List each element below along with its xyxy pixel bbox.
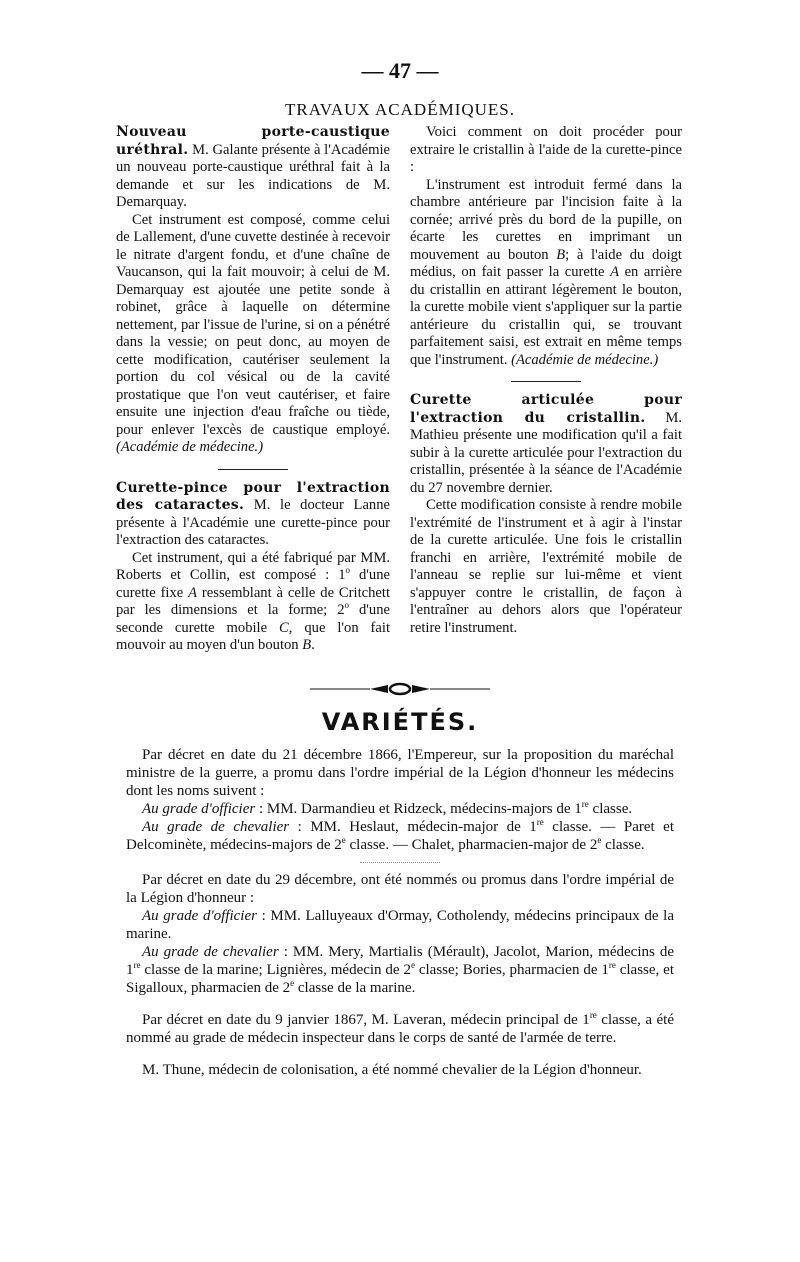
article-title: Nouveau porte-caustique uréthral. [116,124,390,158]
decree-paragraph: Au grade de chevalier : MM. Heslaut, médecin-major de 1re classe. — Paret et Delcominète, médecins-majors de 2e classe. — Chalet, pharmacien-major de 2e classe. [126,817,675,853]
ornament-divider-icon [310,682,490,696]
article-text: M. Mathieu présente une modification qu'il a fait subir à la curette articulée pour l'extraction du cristallin, présentée à la séance de l'Académie du 27 novembre dernier. [410,409,682,496]
varietes-section [126,746,674,1079]
divider [511,381,581,382]
decree-paragraph: Par décret en date du 29 décembre, ont été nommés ou promus dans l'ordre impérial de la Légion d'honneur : [126,872,674,906]
decree-paragraph: M. Thune, médecin de colonisation, a été nommé chevalier de la Légion d'honneur. [142,1062,642,1078]
section-title-varietes: VARIÉTÉS. [321,708,479,736]
decree-paragraph: Par décret en date du 21 décembre 1866, l'Empereur, sur la proposition du maréchal ministre de la guerre, a promu dans l'ordre impérial de la Légion d'honneur les médecins dont les noms suivent : [126,747,674,799]
article-curette-pince [116,480,390,550]
article-paragraph: Voici comment on doit procéder pour extraire le cristallin à l'aide de la curette-pince : [410,124,682,175]
source-citation: (Académie de médecine.) [511,351,659,368]
decree-paragraph: Au grade d'officier : MM. Darmandieu et Ridzeck, médecins-majors de 1re classe. [142,799,633,817]
decree-paragraph: Au grade d'officier : MM. Lalluyeaux d'Ormay, Cotholendy, médecins principaux de la marine. [126,908,674,942]
left-column [116,124,390,655]
divider [218,469,288,470]
article-paragraph: Cette modification consiste à rendre mobile l'extrémité de l'instrument et à agir à l'instar de la curette articulée. Une fois le cristallin franchi en arrière, l'extrémité mobile de l'anneau se replie sur lui-même et vient s'appuyer contre le cristallin, de façon à l'entraîner au dehors alors que l'opérateur retire l'instrument. [410,497,682,636]
divider [360,862,440,863]
decree-paragraph: Par décret en date du 9 janvier 1867, M. Laveran, médecin principal de 1re classe, a été nommé au grade de médecin inspecteur dans le corps de santé de l'armée de terre. [126,1010,674,1046]
article-title: Curette-pince pour l'extraction des cataractes. [116,479,390,513]
article-curette-articulee [410,392,682,497]
page-number: — 47 — [361,58,439,83]
article-paragraph: Cet instrument, qui a été fabriqué par MM. Roberts et Collin, est composé : 1$^o$ d'une curette fixe A ressemblant à celle de Critchett par les dimensions et la forme; 2$^o$ d'une seconde curette mobile C, que l'on fait mouvoir au moyen d'un bouton B. [116,549,390,653]
article-paragraph: L'instrument est introduit fermé dans la chambre antérieure par l'incision faite à la cornée; arrivé près du bord de la pupille, on écarte les curettes en imprimant un mouvement au bouton B; à l'aide du doigt médius, on fait passer la curette A en arrière du cristallin en attirant légèrement le bouton, la curette mobile vient s'appliquer sur la partie antérieure du cristallin qui, se trouvant parfaitement saisi, est extrait en même temps que l'instrument. (Académie de médecine.) [410,176,682,368]
running-head: TRAVAUX ACADÉMIQUES. [284,100,515,119]
decree-paragraph: Au grade de chevalier : MM. Mery, Martialis (Mérault), Jacolot, Marion, médecins de 1re classe de la marine; Lignières, médecin de 2e classe; Bories, pharmacien de 1re classe, et Sigalloux, pharmacien de 2e classe de la marine. [126,944,674,996]
source-citation: (Académie de médecine.) [116,439,264,455]
article-text: M. Galante présente à l'Académie un nouveau porte-caustique uréthral fait à la demande et sur les indications de M. Demarquay. [116,141,390,210]
article-paragraph: Cet instrument est composé, comme celui de Lallement, d'une cuvette destinée à recevoir le nitrate d'argent fondu, et d'une chaîne de Vaucanson, qui la fait mouvoir; à celui de M. Demarquay est ajoutée une petite sonde à robinet, grâce à laquelle on détermine nettement, par l'issue de l'urine, si on a pénétré dans la vessie; on peut donc, au moyen de cette modification, cautériser seulement la portion du col vésical ou de la cavité prostatique que l'on veut cautériser, et faire ensuite une injection d'eau fraîche ou tiède, pour enlever l'excès de caustique employé. (Académie de médecine.) [116,211,390,455]
right-column [410,124,682,637]
article-porte-caustique [116,124,390,212]
article-title: Curette articulée pour l'extraction du cristallin. [410,392,682,426]
article-text: M. le docteur Lanne présente à l'Académie une curette-pince pour l'extraction des cataractes. [116,497,390,548]
